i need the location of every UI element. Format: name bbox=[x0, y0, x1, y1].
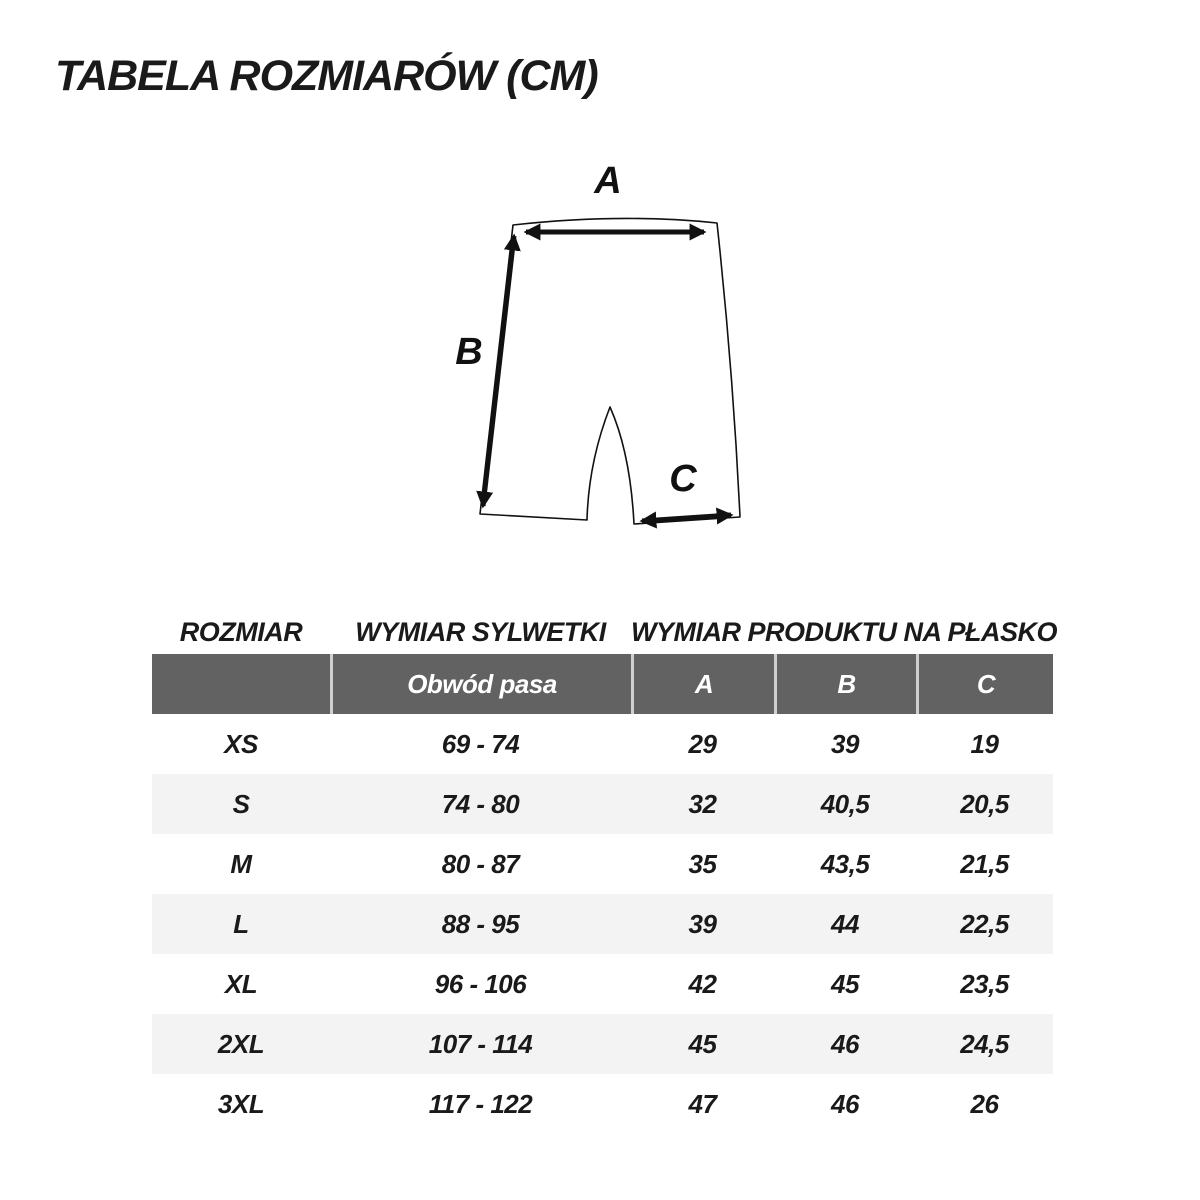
c-cell: 19 bbox=[970, 728, 999, 759]
shorts-measurement-diagram bbox=[430, 140, 790, 560]
size-cell: 3XL bbox=[217, 1088, 265, 1119]
table-row bbox=[152, 834, 1053, 894]
c-cell: 20,5 bbox=[960, 788, 1009, 819]
a-cell: 45 bbox=[688, 1028, 717, 1059]
arrow-b bbox=[483, 236, 514, 506]
size-cell: XL bbox=[224, 968, 258, 999]
b-cell: 43,5 bbox=[820, 848, 870, 879]
waist-cell: 117 - 122 bbox=[428, 1088, 533, 1119]
group-header-size: ROZMIAR bbox=[179, 616, 303, 647]
diagram-label-b: B bbox=[455, 331, 483, 373]
waist-cell: 107 - 114 bbox=[428, 1028, 533, 1059]
header-cell-a: A bbox=[631, 654, 774, 714]
header-cell-waist: Obwód pasa bbox=[330, 654, 631, 714]
a-cell: 35 bbox=[688, 848, 717, 879]
diagram-label-c: C bbox=[669, 458, 697, 500]
size-cell: M bbox=[230, 848, 252, 879]
waist-cell: 69 - 74 bbox=[441, 728, 520, 759]
table-row bbox=[152, 714, 1053, 774]
a-cell: 47 bbox=[688, 1088, 717, 1119]
c-cell: 24,5 bbox=[960, 1028, 1009, 1059]
group-header-product: WYMIAR PRODUKTU NA PŁASKO bbox=[631, 616, 1057, 647]
diagram-label-a: A bbox=[594, 160, 622, 202]
b-cell: 46 bbox=[831, 1088, 859, 1119]
table-body bbox=[152, 714, 1053, 1134]
header-cell-b: B bbox=[774, 654, 916, 714]
waist-cell: 80 - 87 bbox=[441, 848, 520, 879]
waist-cell: 74 - 80 bbox=[441, 788, 520, 819]
c-cell: 23,5 bbox=[960, 968, 1009, 999]
b-cell: 44 bbox=[831, 908, 859, 939]
header-cell-c: C bbox=[916, 654, 1053, 714]
c-cell: 26 bbox=[970, 1088, 999, 1119]
table-row bbox=[152, 1014, 1053, 1074]
arrow-c bbox=[642, 515, 731, 521]
c-cell: 21,5 bbox=[960, 848, 1009, 879]
size-cell: L bbox=[233, 908, 249, 939]
table-header-row bbox=[152, 654, 1053, 714]
a-cell: 32 bbox=[688, 788, 717, 819]
page-title: TABELA ROZMIARÓW (CM) bbox=[55, 52, 598, 100]
header-cell-size bbox=[152, 654, 330, 714]
b-cell: 40,5 bbox=[820, 788, 870, 819]
a-cell: 39 bbox=[688, 908, 717, 939]
table-row bbox=[152, 1074, 1053, 1134]
b-cell: 39 bbox=[831, 728, 859, 759]
table-row bbox=[152, 774, 1053, 834]
table-group-headers bbox=[152, 610, 1057, 654]
c-cell: 22,5 bbox=[960, 908, 1009, 939]
table-row bbox=[152, 894, 1053, 954]
size-cell: 2XL bbox=[217, 1028, 265, 1059]
b-cell: 45 bbox=[831, 968, 859, 999]
a-cell: 29 bbox=[688, 728, 717, 759]
size-table bbox=[152, 610, 1057, 1134]
group-header-body: WYMIAR SYLWETKI bbox=[355, 616, 606, 647]
table-row bbox=[152, 954, 1053, 1014]
shorts-outline-shape bbox=[480, 218, 740, 524]
waist-cell: 88 - 95 bbox=[441, 908, 520, 939]
a-cell: 42 bbox=[688, 968, 717, 999]
size-cell: XS bbox=[224, 728, 258, 759]
b-cell: 46 bbox=[831, 1028, 859, 1059]
waist-cell: 96 - 106 bbox=[434, 968, 527, 999]
size-cell: S bbox=[232, 788, 250, 819]
